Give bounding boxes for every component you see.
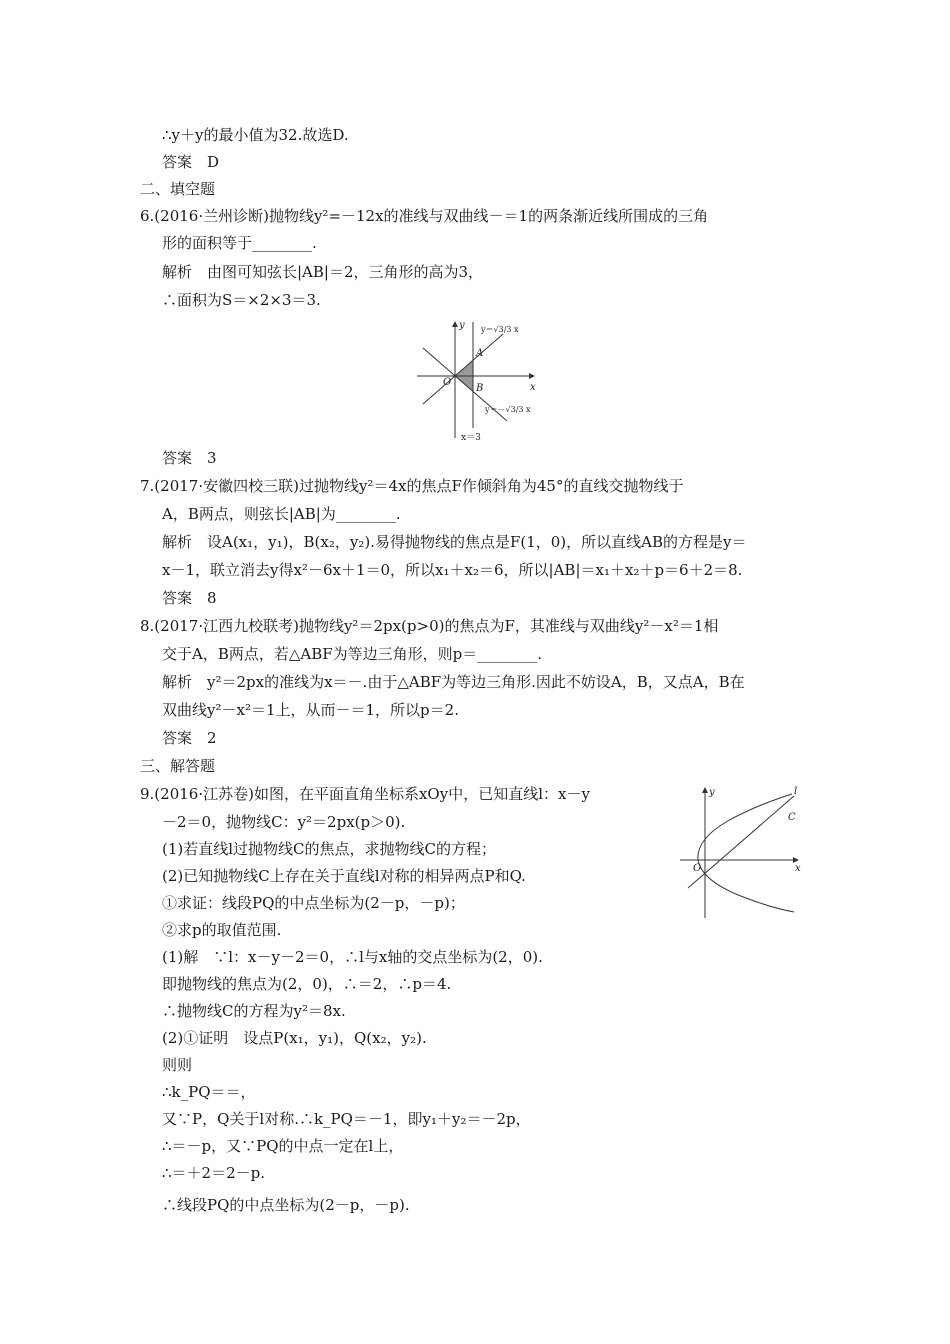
question-7-line-2: A，B两点，则弦长|AB|为________. xyxy=(162,505,401,523)
question-7-line-1: 7.(2017·安徽四校三联)过抛物线y²＝4x的焦点F作倾斜角为45°的直线交抛物线于 xyxy=(140,477,684,495)
label-lower-asymptote: y＝－√3/3 x xyxy=(485,405,531,414)
line-l xyxy=(688,796,794,888)
label-point-b: B xyxy=(476,383,484,394)
question-6-line-1: 6.(2016·兰州诊断)抛物线y²=－12x的准线与双曲线－＝1的两条渐近线所围成的三角 xyxy=(140,207,709,225)
analysis-6-line-2: ∴面积为S＝×2×3＝3. xyxy=(162,291,321,309)
label-origin: O xyxy=(693,863,702,874)
solution-9-2-line-7: ∴线段PQ的中点坐标为(2－p，－p). xyxy=(162,1196,410,1214)
label-origin: O xyxy=(443,377,452,388)
label-point-a: A xyxy=(476,348,484,359)
line-01: ∴y＋y的最小值为32.故选D. xyxy=(162,126,349,144)
question-9-line-2: －2＝0，抛物线C：y²＝2px(p＞0). xyxy=(162,813,406,831)
label-x: x xyxy=(795,863,801,874)
label-x: x xyxy=(530,382,536,393)
answer-8: 答案 2 xyxy=(162,729,217,747)
analysis-8-line-2: 双曲线y²－x²＝1上，从而－＝1，所以p＝2. xyxy=(162,701,459,719)
answer-5: 答案 D xyxy=(162,153,220,171)
figure-parabola-line xyxy=(678,782,806,920)
solution-9-2-line-6: ∴＝＋2＝2－p. xyxy=(162,1164,266,1182)
y-axis-arrow xyxy=(452,321,458,327)
question-9-part-2: (2)已知抛物线C上存在关于直线l对称的相异两点P和Q. xyxy=(162,867,526,885)
x-axis-arrow xyxy=(529,373,535,379)
answer-6: 答案 3 xyxy=(162,449,217,467)
question-6-line-2: 形的面积等于________. xyxy=(162,234,317,252)
upper-asymptote xyxy=(423,334,503,404)
solution-9-2-line-1: (2)①证明 设点P(x₁，y₁)，Q(x₂，y₂). xyxy=(162,1029,427,1047)
analysis-7-line-2: x－1，联立消去y得x²－6x＋1＝0，所以x₁＋x₂＝6，所以|AB|＝x₁＋x₂＋p＝6＋2＝8. xyxy=(162,561,743,579)
solution-9-1-line-1: (1)解 ∵l：x－y－2＝0，∴l与x轴的交点坐标为(2，0). xyxy=(162,948,543,966)
parabola-c xyxy=(698,794,794,912)
question-9-line-1: 9.(2016·江苏卷)如图，在平面直角坐标系xOy中，已知直线l：x－y xyxy=(140,785,590,803)
question-9-part-2-2: ②求p的取值范围. xyxy=(162,921,282,939)
section-solve: 三、解答题 xyxy=(140,757,216,775)
label-upper-asymptote: y＝√3/3 x xyxy=(481,325,519,334)
question-8-line-2: 交于A，B两点，若△ABF为等边三角形，则p＝________. xyxy=(162,645,543,663)
question-8-line-1: 8.(2017·江西九校联考)抛物线y²＝2px(p>0)的焦点为F，其准线与双曲线y²－x²＝1相 xyxy=(140,617,719,635)
analysis-6-line-1: 解析 由图可知弦长|AB|＝2，三角形的高为3， xyxy=(162,263,484,281)
analysis-7-line-1: 解析 设A(x₁，y₁)，B(x₂，y₂).易得抛物线的焦点是F(1，0)，所以直线AB的方程是y＝ xyxy=(162,533,747,551)
solution-9-2-line-3: ∴k_PQ＝＝， xyxy=(162,1083,256,1101)
solution-9-2-line-2: 则则 xyxy=(162,1056,193,1074)
y-axis-arrow xyxy=(702,787,708,793)
solution-9-1-line-2: 即抛物线的焦点为(2，0)，∴＝2，∴p＝4. xyxy=(162,975,452,993)
label-y: y xyxy=(709,787,715,798)
label-line-l: l xyxy=(794,786,798,797)
answer-7: 答案 8 xyxy=(162,589,217,607)
figure-hyperbola-asymptotes xyxy=(415,316,545,444)
question-9-part-2-1: ①求证：线段PQ的中点坐标为(2－p，－p)； xyxy=(162,894,465,912)
analysis-8-line-1: 解析 y²＝2px的准线为x＝－.由于△ABF为等边三角形.因此不妨设A，B，又点A，B在 xyxy=(162,673,745,691)
section-fill-blank: 二、填空题 xyxy=(140,180,216,198)
solution-9-1-line-3: ∴抛物线C的方程为y²＝8x. xyxy=(162,1002,346,1020)
question-9-part-1: (1)若直线l过抛物线C的焦点，求抛物线C的方程； xyxy=(162,840,497,858)
label-vertical-line: x＝3 xyxy=(461,433,481,443)
solution-9-2-line-5: ∴＝－p，又∵PQ的中点一定在l上， xyxy=(162,1137,404,1155)
label-y: y xyxy=(459,320,465,331)
label-parabola-c: C xyxy=(788,812,796,823)
solution-9-2-line-4: 又∵P，Q关于l对称.∴k_PQ＝－1，即y₁＋y₂＝－2p， xyxy=(162,1110,531,1128)
